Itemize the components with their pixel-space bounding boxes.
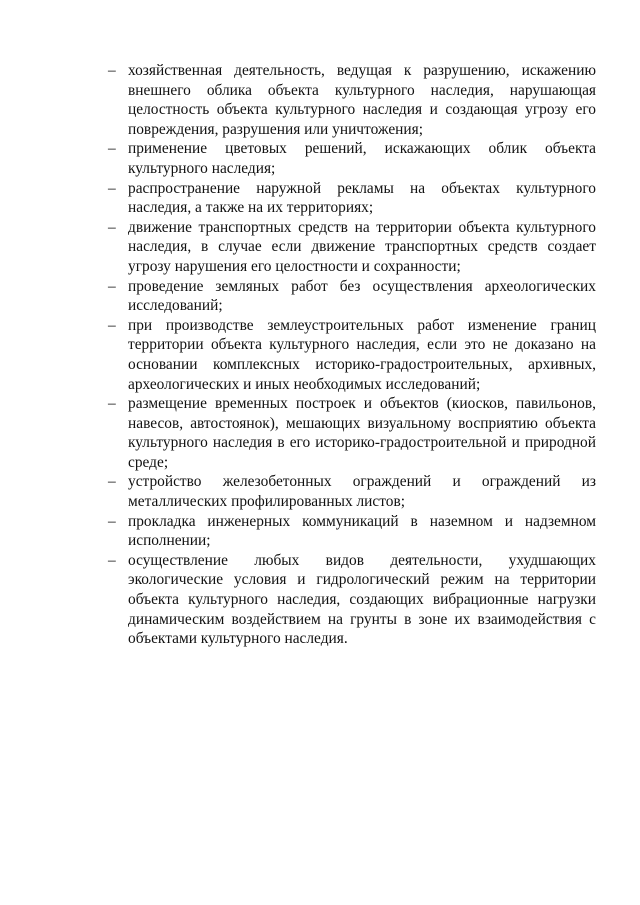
list-item-text: распространение наружной рекламы на объектах культурного наследия, а также на их территориях; (128, 179, 596, 217)
dash-bullet: – (108, 316, 116, 334)
dash-bullet: – (108, 277, 116, 295)
dash-bullet: – (108, 62, 116, 79)
list-item (108, 316, 596, 394)
list-item-text: осуществление любых видов деятельности, ухудшающих экологические условия и гидрологический режим на территории объекта культурного наследия, создающих вибрационные нагрузки динамическим воздействием на грунты в зоне их взаимодействия с объектами культурного наследия. (128, 551, 596, 648)
list-item-text: проведение земляных работ без осуществления археологических исследований; (128, 277, 596, 315)
dash-bullet: – (108, 395, 116, 413)
dash-bullet: – (108, 140, 116, 158)
dash-bullet: – (108, 473, 116, 491)
list-item (108, 218, 596, 277)
list-item (108, 512, 596, 551)
list-item (108, 61, 596, 139)
list-item (108, 551, 596, 649)
list-item (108, 394, 596, 472)
list-item-text: движение транспортных средств на территории объекта культурного наследия, в случае если движение транспортных средств создает угрозу нарушения его целостности и сохранности; (128, 218, 596, 275)
dash-bullet: – (108, 551, 116, 569)
list-item-text: хозяйственная деятельность, ведущая к разрушению, искажению внешнего облика объекта культурного наследия, нарушающая целостность объекта культурного наследия и создающая угрозу его повреждения, разрушения или уничтожения; (128, 62, 596, 138)
list-item-text: при производстве землеустроительных работ изменение границ территории объекта культурного наследия, если это не доказано на основании комплексных историко-градостроительных, архивных, археологических и иных необходимых исследований; (128, 316, 596, 393)
list-item-text: прокладка инженерных коммуникаций в наземном и надземном исполнении; (128, 512, 596, 550)
list-item-text: применение цветовых решений, искажающих облик объекта культурного наследия; (128, 140, 596, 177)
dash-bullet: – (108, 218, 116, 236)
list-item-text: размещение временных построек и объектов (киосков, павильонов, навесов, автостоянок), мешающих визуальному восприятию объекта культурного наследия в его историко-градостроительной и природной среде; (128, 395, 596, 471)
prohibitions-list (108, 61, 596, 649)
list-item (108, 277, 596, 316)
list-item-text: устройство железобетонных ограждений и ограждений из металлических профилированных листов; (128, 473, 596, 511)
list-item (108, 179, 596, 218)
dash-bullet: – (108, 179, 116, 197)
list-item (108, 472, 596, 511)
dash-bullet: – (108, 512, 116, 530)
list-item (108, 139, 596, 178)
